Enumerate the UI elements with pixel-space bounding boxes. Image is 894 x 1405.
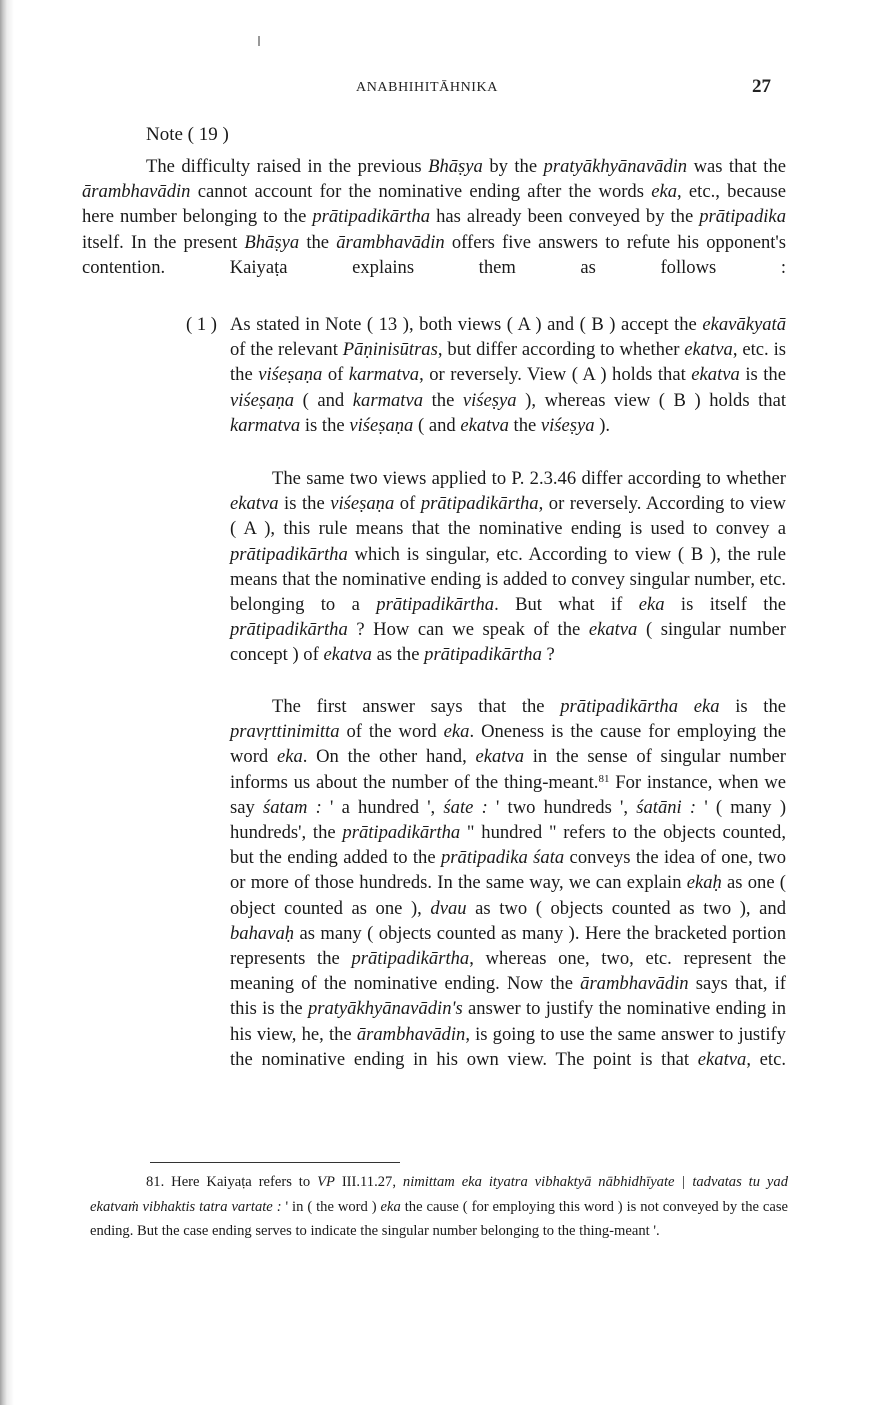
list-item-label: ( 1 ) [186,314,217,335]
scan-shadow-edge [0,0,14,1405]
footnote-81: 81. Here Kaiyaṭa refers to VP III.11.27, nimittam eka ityatra vibhaktyā nābhidhīyate | tadvatas tu yad ekatvaṁ vibhaktis tatra vartate : ' in ( the word ) eka the cause ( for employing this word ) is not conveyed by the case ending. But the case ending serves to indicate the singular number belonging to the thing-meant '. [90,1174,789,1240]
footnote-divider [150,1162,400,1163]
page-number: 27 [752,76,771,97]
note-heading: Note ( 19 ) [146,124,229,145]
list-item-body: As stated in Note ( 13 ), both views ( A ) and ( B ) accept the ekavākyatā of the relevant Pāṇinisūtras, but differ according to whether ekatva, etc. is the viśeṣaṇa of karmatva, or reversely. View ( A ) holds that ekatva is the viśeṣaṇa ( and karmatva the viśeṣya ), whereas view ( B ) holds that karmatva is the viśeṣaṇa ( and ekatva the viśeṣya ). [230,314,787,436]
footnote-number: 81. [146,1174,165,1190]
footnote-reference[interactable]: 81 [598,772,610,785]
running-title: ANABHIHITĀHNIKA [356,80,498,95]
running-header [0,78,894,100]
first-answer-paragraph: The first answer says that the prātipadikārtha eka is the pravṛttinimitta of the word eka. Oneness is the cause for employing the word eka. On the other hand, ekatva in the sense of singular number informs us about the number of the thing-meant.$^{81}$ For instance, when we say śatam : ' a hundred ', śate : ' two hundreds ', śatāni : ' ( many ) hundreds', the prātipadikārtha " hundred " refers to the objects counted, but the ending added to the prātipadika śata conveys the idea of one, two or more of those hundreds. In the same way, we can explain ekaḥ as one ( object counted as one ), dvau as two ( objects counted as two ), and bahavaḥ as many ( objects counted as many ). Here the bracketed portion represents the prātipadikārtha, whereas one, two, etc. represent the meaning of the nominative ending. Now the ārambhavādin says that, if this is the pratyākhyānavādin's answer to justify the nominative ending in his view, he, the ārambhavādin, is going to use the same answer to justify the nominative ending in his own view. The point is that ekatva, etc. [230,696,787,1070]
intro-paragraph: The difficulty raised in the previous Bhāṣya by the pratyākhyānavādin was that the ārambhavādin cannot account for the nominative ending after the words eka, etc., because here number belonging to the prātipadikārtha has already been conveyed by the prātipadika itself. In the present Bhāṣya the ārambhavādin offers five answers to refute his opponent's contention. Kaiyaṭa explains them as follows : [82,156,786,278]
scan-speck [258,36,260,46]
views-paragraph: The same two views applied to P. 2.3.46 differ according to whether ekatva is the viśeṣaṇa of prātipadikārtha, or reversely. According to view ( A ), this rule means that the nominative ending is used to convey a prātipadikārtha which is singular, etc. According to view ( B ), the rule means that the nominative ending is added to convey singular number, etc. belonging to a prātipadikārtha. But what if eka is itself the prātipadikārtha ? How can we speak of the ekatva ( singular number concept ) of ekatva as the prātipadikārtha ? [230,468,787,666]
